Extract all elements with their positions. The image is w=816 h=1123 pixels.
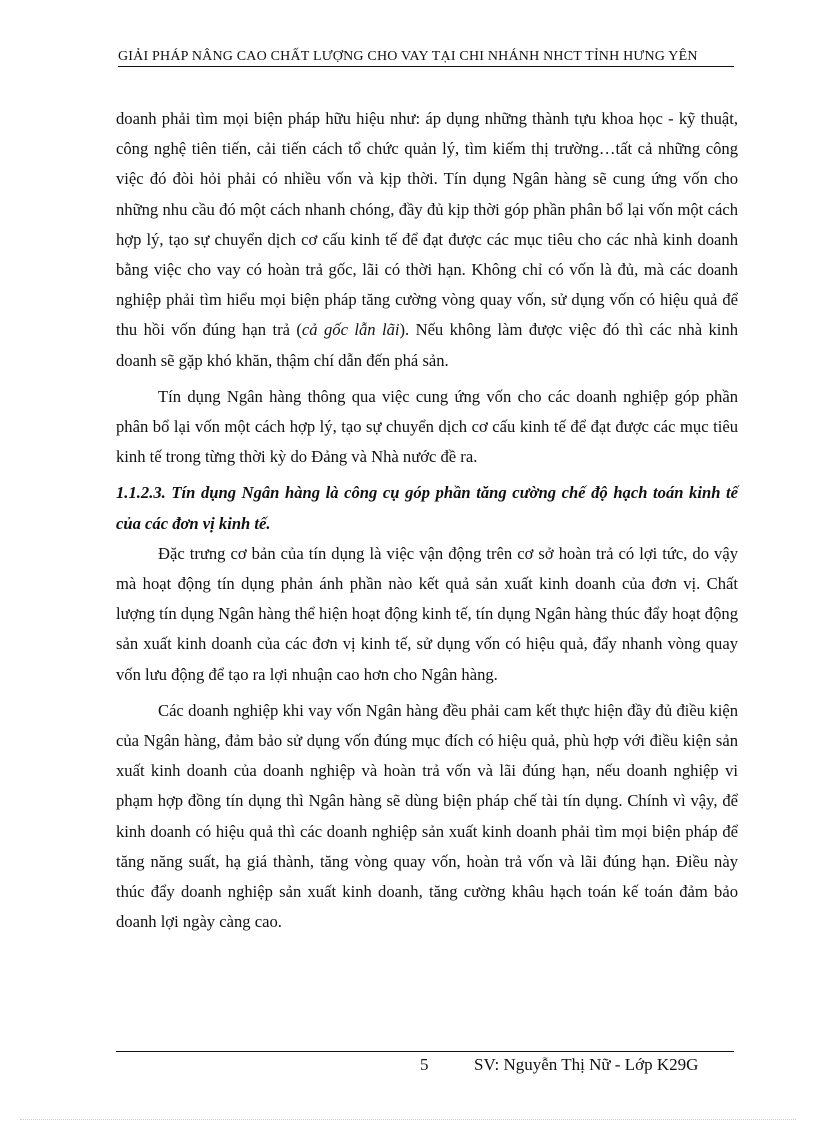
page-number: 5 (420, 1055, 429, 1074)
footer-divider (116, 1051, 734, 1052)
page-edge-divider (20, 1119, 796, 1120)
footer-author: SV: Nguyễn Thị Nữ - Lớp K29G (474, 1055, 699, 1074)
paragraph-4: Các doanh nghiệp khi vay vốn Ngân hàng đều phải cam kết thực hiện đầy đủ điều kiện của Ngân hàng, đảm bảo sử dụng vốn đúng mục đích có hiệu quả, phù hợp với điều kiện sản xuất kinh doanh của doanh nghiệp và hoàn trả vốn và lãi đúng hạn, nếu doanh nghiệp vi phạm hợp đồng tín dụng thì Ngân hàng sẽ dùng biện pháp chế tài tín dụng. Chính vì vậy, để kinh doanh có hiệu quả thì các doanh nghiệp sản xuất kinh doanh phải tìm mọi biện pháp để tăng năng suất, hạ giá thành, tăng vòng quay vốn, hoàn trả vốn và lãi đúng hạn. Điều này thúc đẩy doanh nghiệp sản xuất kinh doanh, tăng cường khâu hạch toán kế toán đảm bảo doanh lợi ngày càng cao. (116, 700, 738, 932)
paragraph-1-italic: cả gốc lẫn lãi (301, 320, 400, 340)
document-body (116, 104, 738, 937)
running-header (118, 49, 734, 67)
paragraph-1 (116, 104, 738, 376)
section-heading: 1.1.2.3. Tín dụng Ngân hàng là công cụ góp phần tăng cường chế độ hạch toán kinh tế của các đơn vị kinh tế. (116, 483, 738, 533)
paragraph-1-text-a: doanh phải tìm mọi biện pháp hữu hiệu như: áp dụng những thành tựu khoa học - kỹ thuật, công nghệ tiên tiến, cải tiến cách tổ chức quản lý, tìm kiếm thị trường…tất cả những công việc đó đòi hỏi phải có nhiều vốn và kịp thời. Tín dụng Ngân hàng sẽ cung ứng vốn cho những nhu cầu đó một cách nhanh chóng, đầy đủ kịp thời góp phần phân bổ lại vốn một cách hợp lý, tạo sự chuyển dịch cơ cấu kinh tế để đạt được các mục tiêu cho các nhà kinh doanh bằng việc cho vay có hoàn trả gốc, lãi có thời hạn. Không chỉ có vốn là đủ, mà các doanh nghiệp phải tìm hiểu mọi biện pháp tăng cường vòng quay vốn, sử dụng vốn có hiệu quả để thu hồi vốn đúng hạn trả ( (116, 109, 738, 340)
paragraph-2: Tín dụng Ngân hàng thông qua việc cung ứng vốn cho các doanh nghiệp góp phần phân bổ lại vốn một cách hợp lý, tạo sự chuyển dịch cơ cấu kinh tế để đạt được các mục tiêu kinh tế trong từng thời kỳ do Đảng và Nhà nước đề ra. (116, 386, 738, 467)
header-title: GIẢI PHÁP NÂNG CAO CHẤT LƯỢNG CHO VAY TẠI CHI NHÁNH NHCT TỈNH HƯNG YÊN (118, 49, 698, 64)
paragraph-1-text-b: ). Nếu không làm được việc đó thì các nhà kinh doanh sẽ gặp khó khăn, thậm chí dẫn đến phá sản. (116, 320, 738, 370)
paragraph-3: Đặc trưng cơ bản của tín dụng là việc vận động trên cơ sở hoàn trả có lợi tức, do vậy mà hoạt động tín dụng phản ánh phần nào kết quả sản xuất kinh doanh của đơn vị. Chất lượng tín dụng Ngân hàng thể hiện hoạt động kinh tế, tín dụng Ngân hàng thúc đẩy hoạt động sản xuất kinh doanh của các đơn vị kinh tế, sử dụng vốn có hiệu quả, đẩy nhanh vòng quay vốn lưu động để tạo ra lợi nhuận cao hơn cho Ngân hàng. (116, 543, 738, 684)
